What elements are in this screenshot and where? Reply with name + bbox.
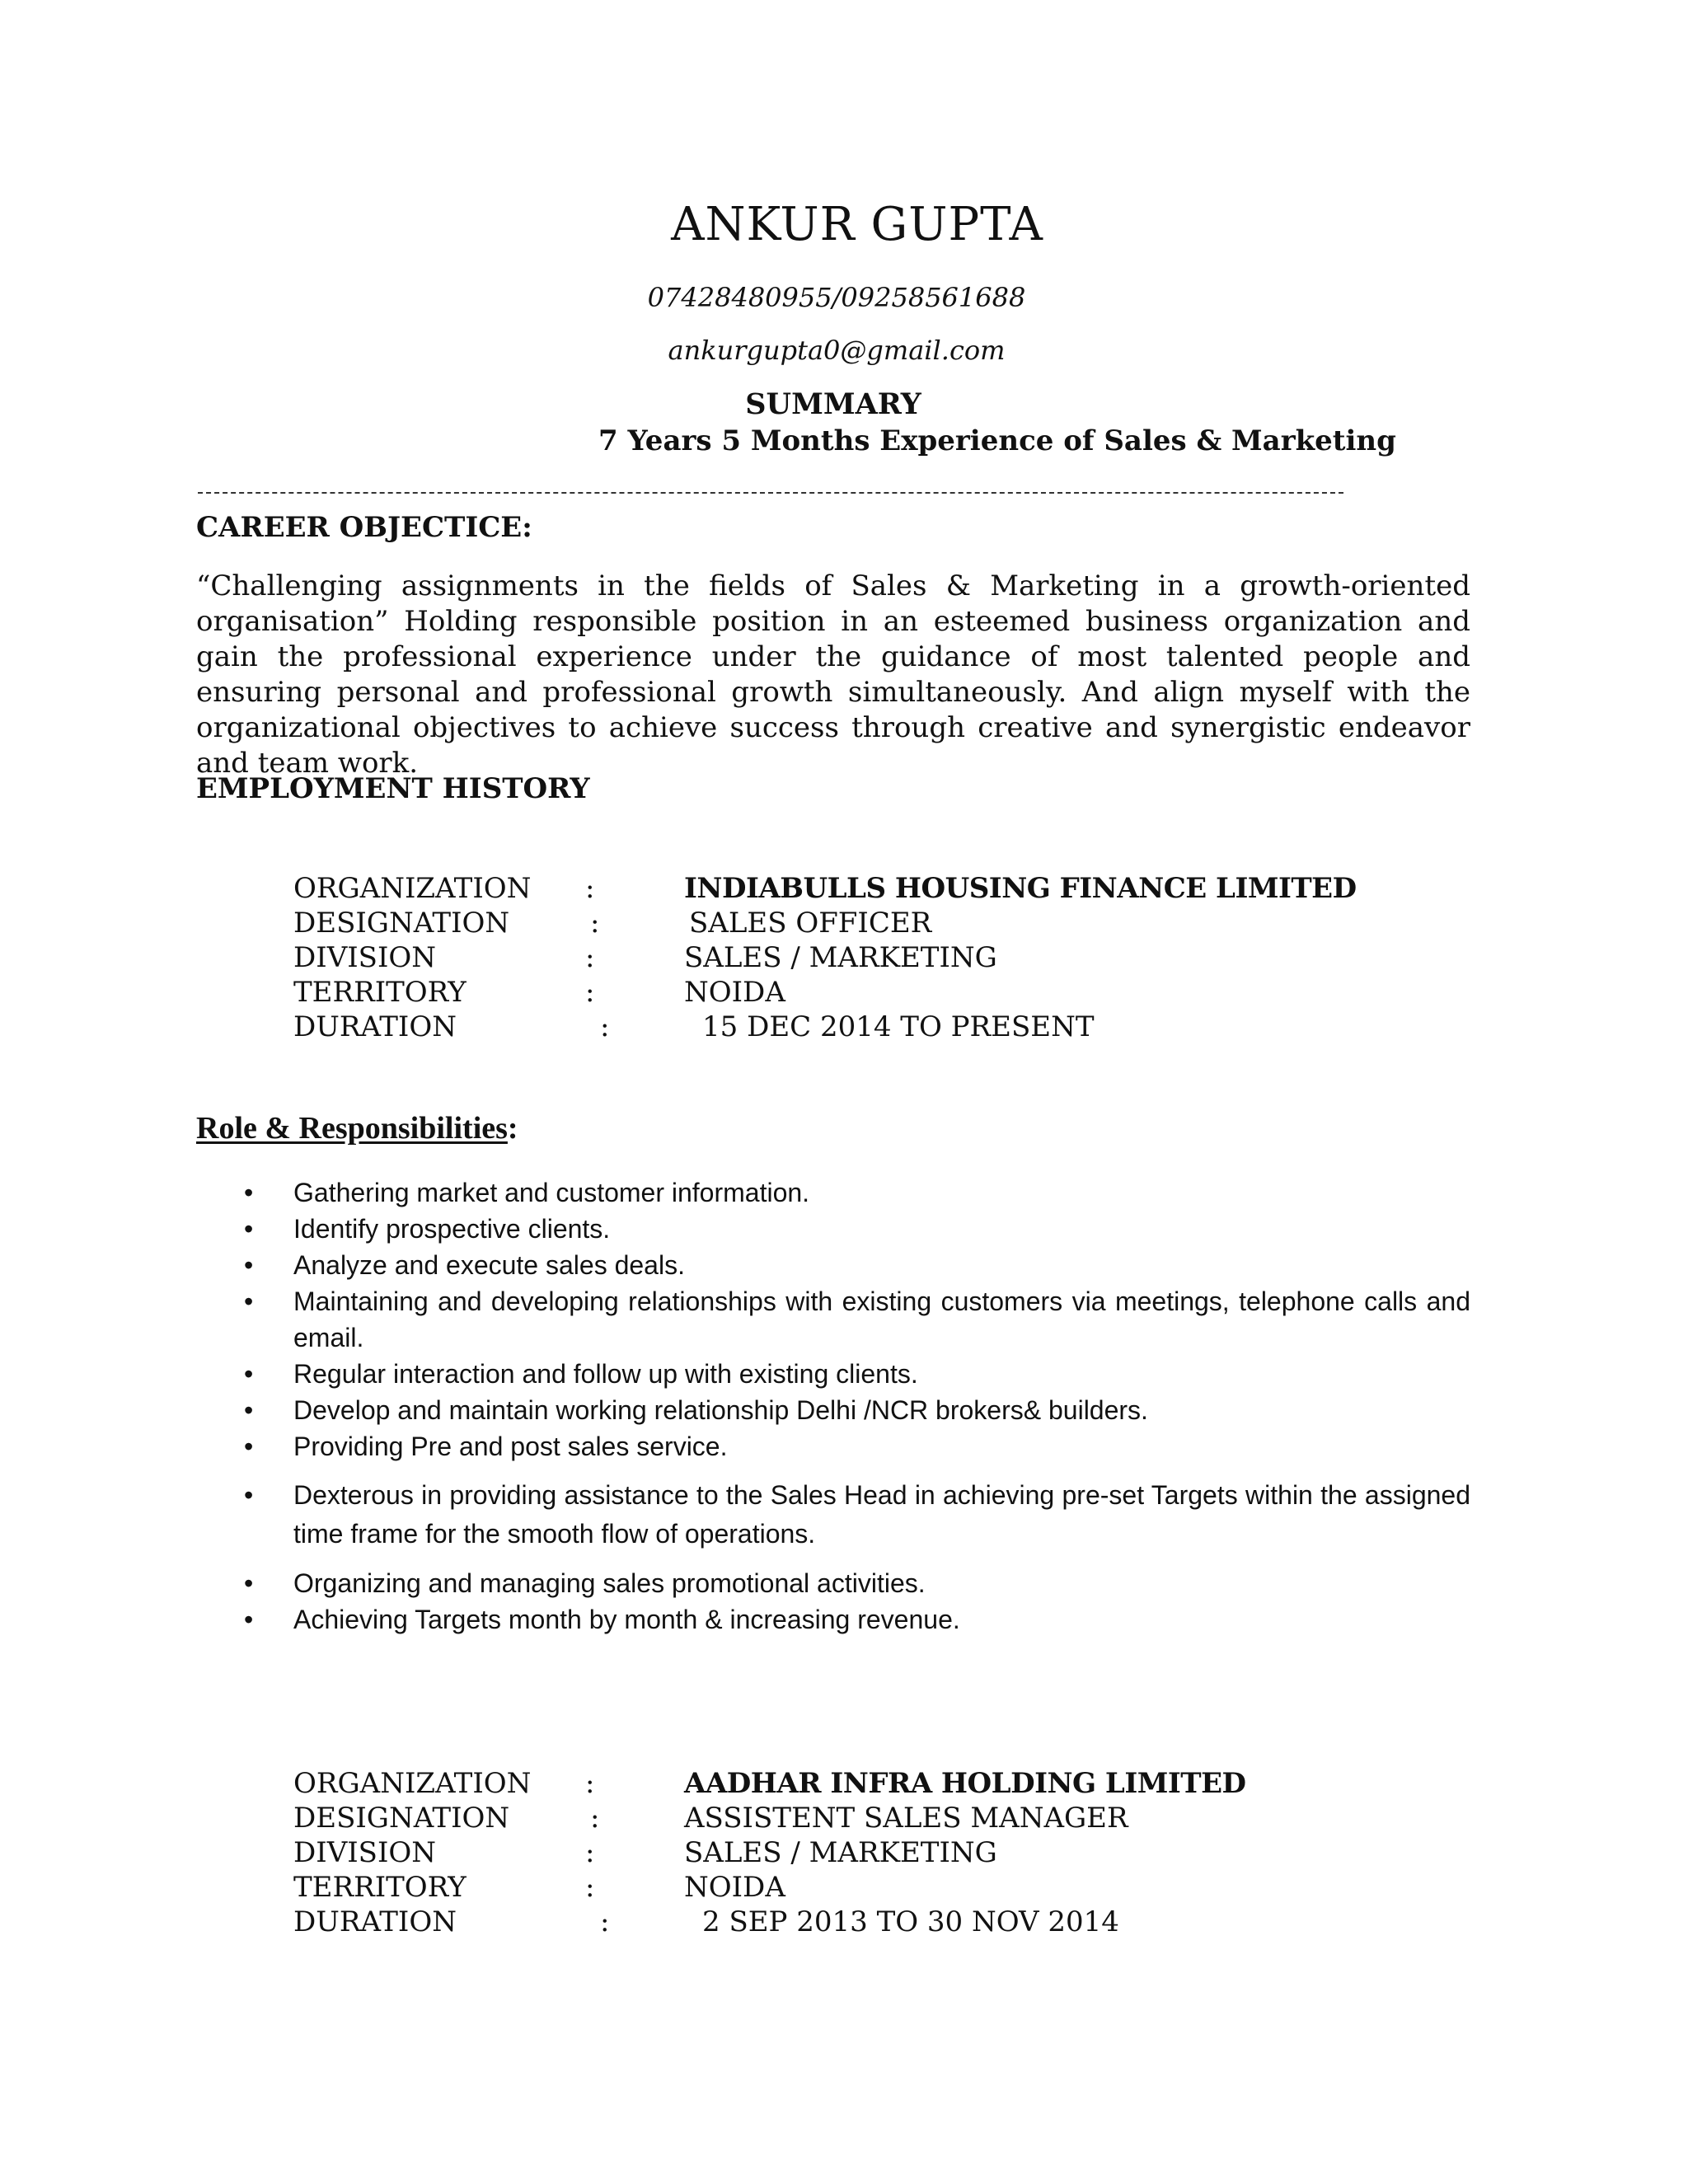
list-item bbox=[244, 1601, 1470, 1638]
list-item-text: Dexterous in providing assistance to the Sales Head in achieving pre-set Targets within the assigned time frame for the smooth flow of operations. bbox=[293, 1480, 1470, 1549]
role-responsibilities-heading bbox=[196, 1110, 518, 1146]
designation-label: DESIGNATION bbox=[293, 907, 510, 940]
job-duration-row bbox=[293, 1905, 1324, 1939]
list-item-text: Identify prospective clients. bbox=[293, 1214, 611, 1244]
phone-numbers: 07428480955/09258561688 bbox=[647, 282, 1026, 313]
list-item bbox=[244, 1476, 1470, 1554]
bullet-glyph: • bbox=[244, 1568, 254, 1598]
list-item bbox=[244, 1392, 1470, 1428]
job-entry bbox=[293, 871, 1357, 1044]
territory-value: NOIDA bbox=[684, 1871, 785, 1904]
list-item bbox=[244, 1565, 1470, 1601]
bullet-glyph: • bbox=[244, 1480, 254, 1510]
duration-value: 15 DEC 2014 TO PRESENT bbox=[702, 1010, 1095, 1043]
duration-label: DURATION bbox=[293, 1010, 457, 1043]
email-address: ankurgupta0@gmail.com bbox=[668, 335, 1006, 366]
job-division-row bbox=[293, 940, 1324, 975]
division-value: SALES / MARKETING bbox=[684, 1836, 997, 1869]
list-item-text: Organizing and managing sales promotional activities. bbox=[293, 1568, 926, 1598]
list-item-text: Providing Pre and post sales service. bbox=[293, 1432, 728, 1461]
role-heading-text: Role & Responsibilities bbox=[196, 1111, 508, 1146]
separator-colon: : bbox=[590, 1802, 600, 1835]
separator-colon: : bbox=[585, 1836, 595, 1869]
separator-colon: : bbox=[600, 1905, 610, 1938]
employment-history-heading: EMPLOYMENT HISTORY bbox=[196, 772, 590, 805]
bullet-glyph: • bbox=[244, 1432, 254, 1461]
organization-value: AADHAR INFRA HOLDING LIMITED bbox=[684, 1767, 1246, 1800]
separator-colon: : bbox=[585, 872, 595, 905]
list-item bbox=[244, 1174, 1470, 1211]
bullet-glyph: • bbox=[244, 1178, 254, 1207]
responsibilities-list bbox=[244, 1174, 1470, 1638]
job-duration-row bbox=[293, 1010, 1324, 1044]
bullet-glyph: • bbox=[244, 1286, 254, 1316]
division-label: DIVISION bbox=[293, 1836, 437, 1869]
bullet-glyph: • bbox=[244, 1214, 254, 1244]
territory-label: TERRITORY bbox=[293, 976, 467, 1009]
job-territory-row bbox=[293, 975, 1324, 1010]
territory-value: NOIDA bbox=[684, 976, 785, 1009]
duration-value: 2 SEP 2013 TO 30 NOV 2014 bbox=[702, 1905, 1119, 1938]
organization-label: ORGANIZATION bbox=[293, 872, 532, 905]
job-division-row bbox=[293, 1835, 1324, 1870]
job-designation-row bbox=[293, 1801, 1324, 1835]
list-item-text: Achieving Targets month by month & increasing revenue. bbox=[293, 1605, 960, 1634]
division-value: SALES / MARKETING bbox=[684, 941, 997, 974]
list-item bbox=[244, 1247, 1470, 1283]
list-item bbox=[244, 1283, 1470, 1356]
separator-colon: : bbox=[585, 1871, 595, 1904]
role-heading-colon: : bbox=[507, 1111, 518, 1146]
separator-colon: : bbox=[590, 907, 600, 940]
list-item bbox=[244, 1356, 1470, 1392]
designation-value: ASSISTENT SALES MANAGER bbox=[684, 1802, 1128, 1835]
designation-label: DESIGNATION bbox=[293, 1802, 510, 1835]
separator-colon: : bbox=[585, 976, 595, 1009]
list-item-text: Maintaining and developing relationships with existing customers via meetings, telephone calls and email. bbox=[293, 1286, 1470, 1352]
list-item-text: Gathering market and customer information. bbox=[293, 1178, 810, 1207]
list-spacer bbox=[244, 1554, 1470, 1565]
bullet-glyph: • bbox=[244, 1359, 254, 1389]
territory-label: TERRITORY bbox=[293, 1871, 467, 1904]
candidate-name: ANKUR GUPTA bbox=[671, 198, 1043, 251]
organization-value: INDIABULLS HOUSING FINANCE LIMITED bbox=[684, 872, 1357, 905]
list-item-text: Regular interaction and follow up with existing clients. bbox=[293, 1359, 918, 1389]
bullet-glyph: • bbox=[244, 1395, 254, 1425]
job-territory-row bbox=[293, 1870, 1324, 1905]
division-label: DIVISION bbox=[293, 941, 437, 974]
list-item-text: Develop and maintain working relationship Delhi /NCR brokers& builders. bbox=[293, 1395, 1148, 1425]
separator-colon: : bbox=[585, 941, 595, 974]
list-item bbox=[244, 1428, 1470, 1465]
summary-text: 7 Years 5 Months Experience of Sales & Marketing bbox=[598, 424, 1396, 457]
bullet-glyph: • bbox=[244, 1250, 254, 1280]
career-objective-text: “Challenging assignments in the fields of Sales & Marketing in a growth-oriented organisation” Holding responsible position in an esteemed business organization and gain the professional experience under the guidance of most talented people and ensuring personal and professional growth simultaneously. And align myself with the organizational objectives to achieve success through creative and synergistic endeavor and team work. bbox=[196, 569, 1470, 780]
organization-label: ORGANIZATION bbox=[293, 1767, 532, 1800]
career-objective-heading: CAREER OBJECTICE: bbox=[196, 511, 532, 544]
job-entry bbox=[293, 1766, 1324, 1939]
dashed-divider bbox=[198, 492, 1343, 494]
duration-label: DURATION bbox=[293, 1905, 457, 1938]
list-item-text: Analyze and execute sales deals. bbox=[293, 1250, 685, 1280]
summary-heading: SUMMARY bbox=[745, 387, 921, 421]
job-organization-row bbox=[293, 871, 1357, 906]
job-organization-row bbox=[293, 1766, 1324, 1801]
designation-value: SALES OFFICER bbox=[689, 907, 932, 940]
bullet-glyph: • bbox=[244, 1605, 254, 1634]
separator-colon: : bbox=[585, 1767, 595, 1800]
separator-colon: : bbox=[600, 1010, 610, 1043]
list-item bbox=[244, 1211, 1470, 1247]
list-spacer bbox=[244, 1465, 1470, 1476]
job-designation-row bbox=[293, 906, 1324, 940]
